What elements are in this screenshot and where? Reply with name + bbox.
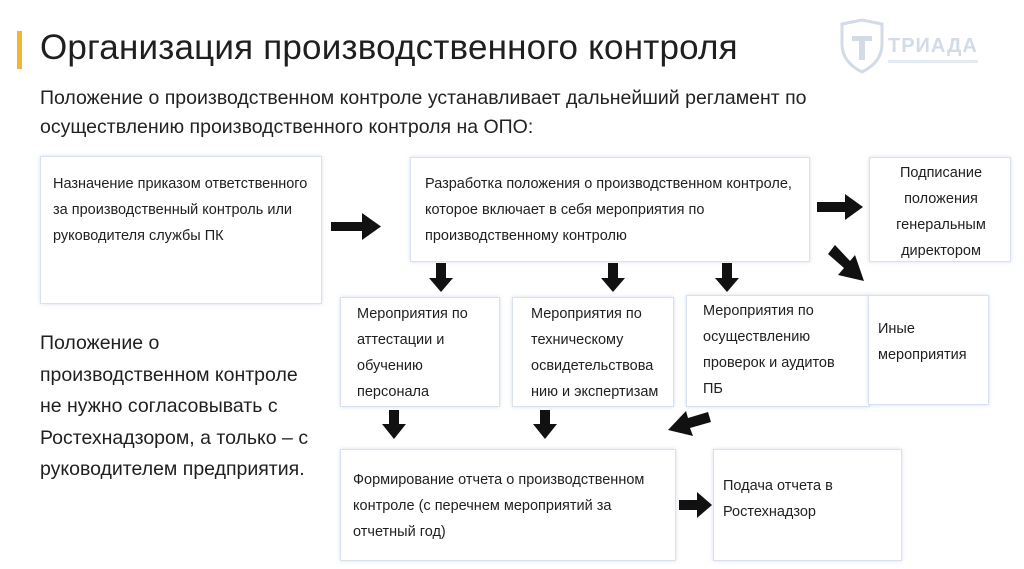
arrow-down-icon: [601, 263, 625, 292]
arrow-down-right-icon: [828, 245, 864, 281]
logo-text: ТРИАДА: [888, 35, 978, 57]
node-training-text: Мероприятия по аттестации и обучению персонала: [357, 306, 468, 400]
node-appointment-text: Назначение приказом ответственного за производственный контроль или руководителя службы ПК: [53, 176, 308, 244]
page-subtitle: Положение о производственном контроле устанавливает дальнейший регламент по осуществлению производственного контроля на ОПО:: [40, 87, 807, 138]
arrow-down-icon: [715, 263, 739, 292]
node-report-text: Формирование отчета о производственном контроле (с перечнем мероприятий за отчетный год): [353, 472, 645, 540]
node-other-text: Иные мероприятия: [878, 321, 967, 363]
page-title: Организация производственного контроля: [40, 28, 738, 67]
node-technical-text: Мероприятия по техническому освидетельствова нию и экспертизам: [531, 306, 659, 400]
node-development-text: Разработка положения о производственном контроле, которое включает в себя мероприятия по производственному контролю: [425, 176, 792, 244]
arrow-right-icon: [817, 194, 863, 220]
node-audits-text: Мероприятия по осуществлению проверок и аудитов ПБ: [703, 303, 835, 397]
arrow-down-left-icon: [668, 411, 711, 436]
arrow-down-icon: [429, 263, 453, 292]
node-submission-text: Подача отчета в Ростехнадзор: [723, 478, 833, 520]
arrow-right-icon: [331, 213, 381, 240]
node-signing-text: Подписание положения генеральным директором: [896, 165, 986, 259]
arrow-down-icon: [533, 410, 557, 439]
arrow-right-icon: [679, 492, 712, 518]
arrow-down-icon: [382, 410, 406, 439]
side-note: Положение о производственном контроле не нужно согласовывать с Ростехнадзором, а только – с руководителем предприятия.: [40, 332, 309, 480]
